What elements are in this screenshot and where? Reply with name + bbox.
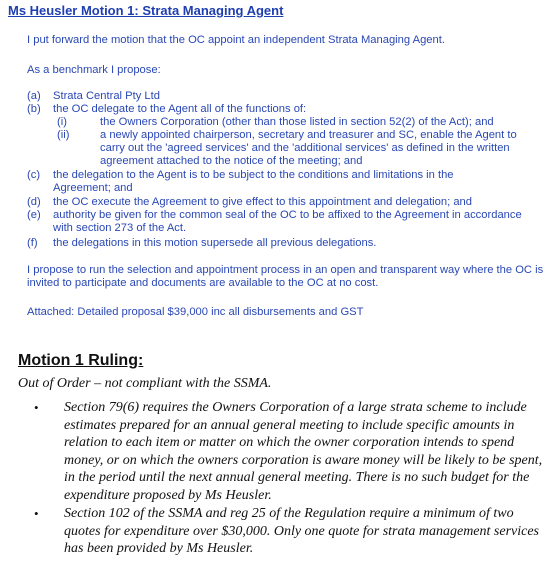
item-label: (b) (27, 103, 41, 115)
benchmark-line: As a benchmark I propose: (27, 64, 161, 76)
process-paragraph: I propose to run the selection and appointment process in an open and transparent way where the OC is invited to participate and documents are available to the OC at no cost. (27, 264, 544, 290)
ruling-title: Motion 1 Ruling: (18, 352, 144, 369)
ruling-bullet-text: Section 79(6) requires the Owners Corporation of a large strata scheme to include estimates prepared for an annual general meeting to include specific amounts in relation to each item or matter on which the owner corporation intends to spend money, or on which the owners corporation is aware money will be likely to be spent, in the period until the next annual general meeting. There is no such budget for the expenditure proposed by Ms Heusler. (64, 400, 543, 503)
attached-line: Attached: Detailed proposal $39,000 inc all disbursements and GST (27, 306, 364, 318)
item-text: the delegation to the Agent is to be subject to the conditions and limitations in the Agreement; and (53, 169, 454, 195)
motion-intro: I put forward the motion that the OC appoint an independent Strata Managing Agent. (27, 34, 445, 46)
item-label: (a) (27, 90, 41, 102)
motion-title: Ms Heusler Motion 1: Strata Managing Agent (8, 3, 284, 18)
bullet-icon: • (34, 506, 39, 521)
item-label: (e) (27, 209, 41, 221)
item-label: (c) (27, 169, 41, 181)
ruling-intro: Out of Order – not compliant with the SSMA. (18, 376, 272, 391)
sub-item-label: (i) (57, 116, 67, 128)
item-text: Strata Central Pty Ltd (53, 90, 160, 102)
item-label: (d) (27, 196, 41, 208)
item-text: the OC execute the Agreement to give effect to this appointment and delegation; and (53, 196, 472, 208)
sub-item-text: the Owners Corporation (other than those listed in section 52(2) of the Act); and (100, 116, 494, 128)
item-text: the delegations in this motion supersede all previous delegations. (53, 237, 377, 249)
sub-item-label: (ii) (57, 129, 70, 141)
bullet-icon: • (34, 400, 39, 415)
sub-item-text: a newly appointed chairperson, secretary and treasurer and SC, enable the Agent to carry out the 'agreed services' and the 'additional services' as defined in the written agreement attached to the notice of the meeting; and (100, 129, 517, 168)
ruling-bullet-text: Section 102 of the SSMA and reg 25 of the Regulation require a minimum of two quotes for expenditure over $30,000. Only one quote for strata management services has been provided by Ms Heusler. (64, 506, 540, 557)
item-text: authority be given for the common seal of the OC to be affixed to the Agreement in accordance with section 273 of the Act. (53, 209, 522, 235)
item-text: the OC delegate to the Agent all of the functions of: (53, 103, 307, 115)
item-label: (f) (27, 237, 38, 249)
